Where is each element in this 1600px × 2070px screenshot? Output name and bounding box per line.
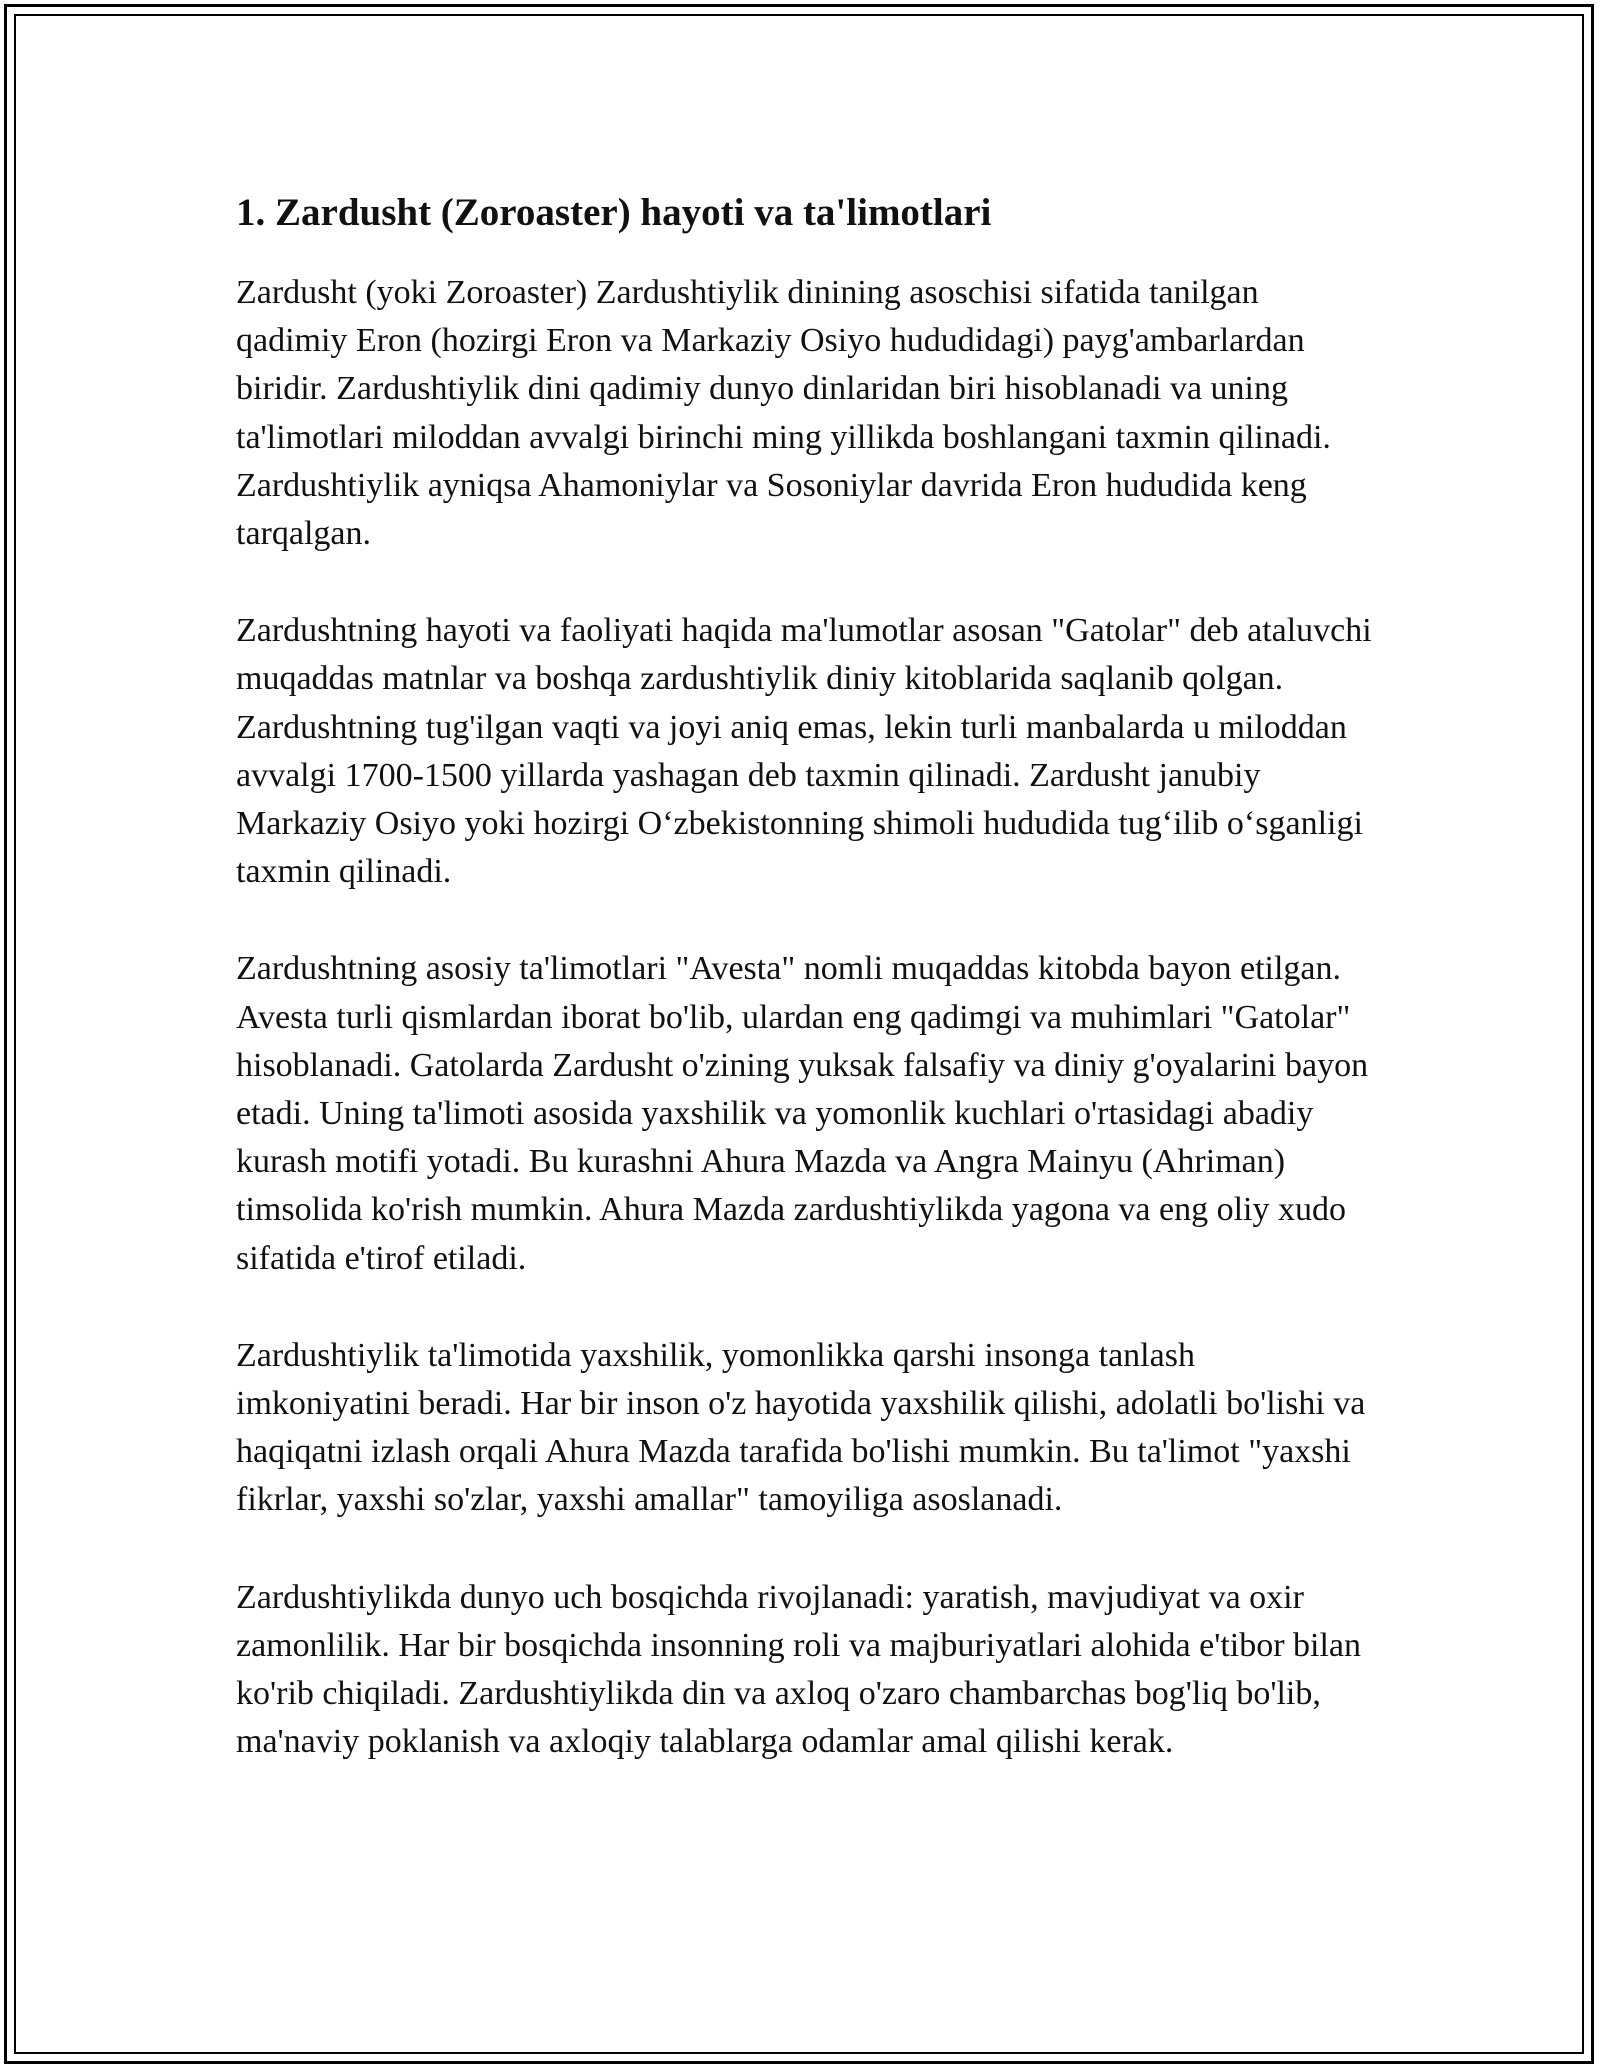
document-body [236, 183, 1376, 1766]
paragraph-three-stages: Zardushtiylikda dunyo uch bosqichda rivojlanadi: yaratish, mavjudiyat va oxir zamonlilik. Har bir bosqichda insonning roli va majburiyatlari alohida e'tibor bilan ko'rib chiqiladi. Zardushtiylikda din va axloq o'zaro chambarchas bog'liq bo'lib, ma'naviy poklanish va axloqiy talablarga odamlar amal qilishi kerak. [236, 1578, 1362, 1761]
paragraph-life-and-sources: Zardushtning hayoti va faoliyati haqida ma'lumotlar asosan "Gatolar" deb ataluvchi muqaddas matnlar va boshqa zardushtiylik diniy kitoblarida saqlanib qolgan. Zardushtning tug'ilgan vaqti va joyi aniq emas, lekin turli manbalarda u miloddan avvalgi 1700-1500 yillarda yashagan deb taxmin qilinadi. Zardusht janubiy Markaziy Osiyo yoki hozirgi O‘zbekistonning shimoli hududida tug‘ilib o‘sganligi taxmin qilinadi. [236, 612, 1372, 891]
paragraph-intro: Zardusht (yoki Zoroaster) Zardushtiylik dinining asoschisi sifatida tanilgan qadimiy Eron (hozirgi Eron va Markaziy Osiyo hududidagi) payg'ambarlardan biridir. Zardushtiylik dini qadimiy dunyo dinlaridan biri hisoblanadi va uning ta'limotlari miloddan avvalgi birinchi ming yillikda boshlangani taxmin qilinadi. Zardushtiylik ayniqsa Ahamoniylar va Sosoniylar davrida Eron hududida keng tarqalgan. [236, 274, 1331, 553]
paragraph-avesta-teachings: Zardushtning asosiy ta'limotlari "Avesta" nomli muqaddas kitobda bayon etilgan. Avesta turli qismlardan iborat bo'lib, ulardan eng qadimgi va muhimlari "Gatolar" hisoblanadi. Gatolarda Zardusht o'zining yuksak falsafiy va diniy g'oyalarini bayon etadi. Uning ta'limoti asosida yaxshilik va yomonlik kuchlari o'rtasidagi abadiy kurash motifi yotadi. Bu kurashni Ahura Mazda va Angra Mainyu (Ahriman) timsolida ko'rish mumkin. Ahura Mazda zardushtiylikda yagona va eng oliy xudo sifatida e'tirof etiladi. [236, 950, 1369, 1277]
paragraph-good-and-evil: Zardushtiylik ta'limotida yaxshilik, yomonlikka qarshi insonga tanlash imkoniyatini beradi. Har bir inson o'z hayotida yaxshilik qilishi, adolatli bo'lishi va haqiqatni izlash orqali Ahura Mazda tarafida bo'lishi mumkin. Bu ta'limot "yaxshi fikrlar, yaxshi so'zlar, yaxshi amallar" tamoyiliga asoslanadi. [236, 1336, 1366, 1519]
document-title: 1. Zardusht (Zoroaster) hayoti va ta'limotlari [236, 191, 992, 234]
